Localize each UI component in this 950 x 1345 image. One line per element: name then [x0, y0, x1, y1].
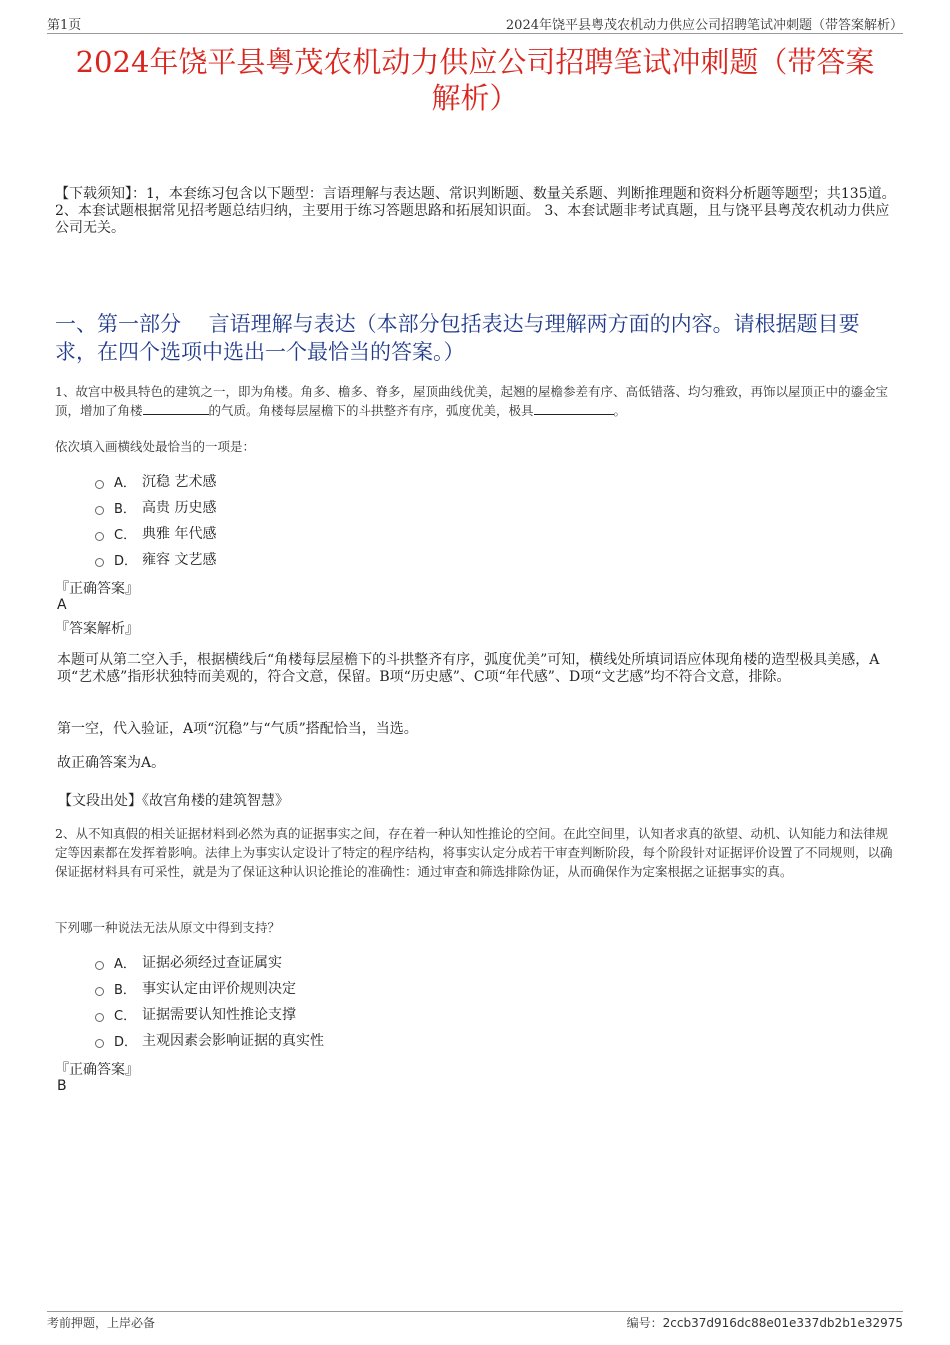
question-2-text: 2、从不知真假的相关证据材料到必然为真的证据事实之间，存在着一种认知性推论的空间。在此空间里，认知者求真的欲望、动机、认知能力和法律规定等因素都在发挥着影响。法律上为事实认定设计了特定的程序结构，将事实认定分成若干审查判断阶段，每个阶段针对证据评价设置了不同规则，以确保证据材料具有可采性，就是为了保证这种认识论推论的准确性：通过审查和筛选排除伪证，从而确保作为定案根据之证据事实的真。 [55, 826, 893, 879]
q1-analysis-paragraph-3: 故正确答案为A。 [57, 755, 166, 771]
radio-icon[interactable] [95, 480, 104, 489]
q1-answer: A [57, 597, 67, 613]
question-1-text [55, 382, 900, 420]
radio-icon[interactable] [95, 506, 104, 515]
radio-icon[interactable] [95, 961, 104, 970]
page-number: 第1页 [47, 18, 82, 33]
q1-analysis-paragraph-2: 第一空，代入验证，A项“沉稳”与“气质”搭配恰当，当选。 [57, 721, 418, 737]
q2-option-d[interactable]: D． 主观因素会影响证据的真实性 [95, 1027, 324, 1053]
q1-option-a[interactable]: A． 沉稳 艺术感 [95, 468, 216, 494]
section-heading: 一、第一部分 言语理解与表达（本部分包括表达与理解两方面的内容。请根据题目要求，在四个选项中选出一个最恰当的答案。） [55, 312, 860, 364]
q1-option-d[interactable]: D． 雍容 文艺感 [95, 546, 216, 572]
footer-divider [47, 1311, 903, 1312]
q2-answer-label: 『正确答案』 [55, 1062, 139, 1078]
q2-option-b[interactable]: B． 事实认定由评价规则决定 [95, 975, 324, 1001]
document-title [50, 44, 900, 116]
radio-icon[interactable] [95, 1013, 104, 1022]
q1-source: 【文段出处】《故宫角楼的建筑智慧》 [58, 793, 289, 809]
q1-analysis-paragraph-1: 本题可从第二空入手，根据横线后“角楼每层屋檐下的斗拱整齐有序，弧度优美”可知，横线处所填词语应体现角楼的造型极具美感，A项“艺术感”指形状独特而美观的，符合文意，保留。B项“历史感”、C项“年代感”、D项“文艺感”均不符合文意，排除。 [57, 652, 880, 685]
q1-text-part1: 1、故宫中极具特色的建筑之一，即为角楼。角多、檐多、脊多，屋顶曲线优美，起翘的屋檐参差有序、高低错落、均匀雅致，再饰以屋顶正中的鎏金宝顶，增加了角楼 [55, 384, 888, 418]
header-doc-title: 2024年饶平县粤茂农机动力供应公司招聘笔试冲刺题（带答案解析） [505, 18, 903, 33]
footer-code-label: 编号： [626, 1316, 663, 1330]
q2-answer: B [57, 1078, 67, 1094]
q1-blank-2 [534, 401, 614, 415]
title-line-1: 2024年饶平县粤茂农机动力供应公司招聘笔试冲刺题（带答案 [75, 45, 875, 79]
footer-slogan: 考前押题，上岸必备 [47, 1316, 156, 1330]
q2-option-a[interactable]: A． 证据必须经过查证属实 [95, 949, 324, 975]
question-1-options [95, 468, 216, 572]
title-line-2: 解析） [431, 81, 519, 115]
download-notice: 【下载须知】：1，本套练习包含以下题型：言语理解与表达题、常识判断题、数量关系题、判断推理题和资料分析题等题型；共135道。 2、本套试题根据常见招考题总结归纳，主要用于练习答题思路和拓展知识面。 3、本套试题非考试真题，且与饶平县粤茂农机动力供应公司无关。 [55, 186, 896, 236]
question-2-prompt: 下列哪一种说法无法从原文中得到支持？ [55, 920, 281, 935]
radio-icon[interactable] [95, 1039, 104, 1048]
q1-option-b[interactable]: B． 高贵 历史感 [95, 494, 216, 520]
question-2-options [95, 949, 324, 1053]
q1-text-part2: 的气质。角楼每层屋檐下的斗拱整齐有序，弧度优美，极具 [208, 403, 534, 418]
footer-code [627, 1314, 903, 1331]
radio-icon[interactable] [95, 987, 104, 996]
q1-blank-1 [143, 401, 209, 415]
q2-option-c[interactable]: C． 证据需要认知性推论支撑 [95, 1001, 324, 1027]
radio-icon[interactable] [95, 532, 104, 541]
q1-analysis-label: 『答案解析』 [55, 621, 139, 637]
footer-code-value: 2ccb37d916dc88e01e337db2b1e32975 [662, 1316, 903, 1330]
q1-option-c[interactable]: C． 典雅 年代感 [95, 520, 216, 546]
radio-icon[interactable] [95, 558, 104, 567]
q1-text-part3: 。 [613, 403, 627, 418]
question-1-prompt: 依次填入画横线处最恰当的一项是： [55, 439, 256, 454]
q1-answer-label: 『正确答案』 [55, 581, 139, 597]
header-divider [47, 33, 903, 34]
